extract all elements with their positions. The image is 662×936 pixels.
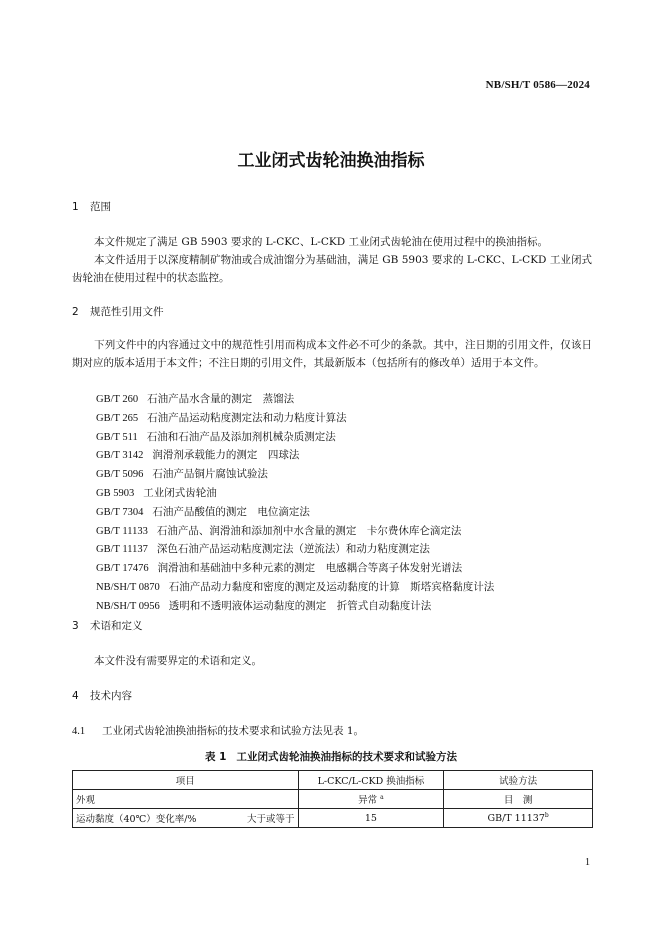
item-label: 运动黏度（40℃）变化率/% xyxy=(76,814,197,825)
section-heading-terms xyxy=(72,618,143,633)
reference-title: 石油和石油产品及添加剂机械杂质测定法 xyxy=(146,430,336,443)
value-text: 15 xyxy=(364,813,377,825)
section-heading-technical-content xyxy=(72,688,132,703)
reference-code: GB/T 3142 xyxy=(96,450,144,462)
reference-code: GB 5903 xyxy=(96,487,135,499)
reference-code: GB/T 7304 xyxy=(96,506,144,518)
row-method xyxy=(444,790,593,809)
reference-item xyxy=(96,484,494,503)
reference-title: 石油产品酸值的测定 电位滴定法 xyxy=(152,505,310,518)
reference-code: NB/SH/T 0870 xyxy=(96,581,160,593)
reference-code: GB/T 265 xyxy=(96,412,139,424)
row-value xyxy=(298,790,444,809)
paragraph-text: 本文件适用于以深度精制矿物油或合成油馏分为基础油，满足 GB 5903 要求的 L-CKC、L-CKD 工业闭式齿轮油在使用过程中的状态监控。 xyxy=(72,254,592,284)
reference-item xyxy=(96,446,494,465)
references-intro-paragraph xyxy=(72,336,592,372)
reference-item xyxy=(96,503,494,522)
section-title: 范围 xyxy=(90,201,111,213)
row-item xyxy=(73,790,299,809)
reference-code: NB/SH/T 0956 xyxy=(96,600,160,612)
standard-code: NB/SH/T 0586—2024 xyxy=(485,79,590,91)
section-title: 技术内容 xyxy=(90,690,132,702)
reference-item xyxy=(96,522,494,541)
reference-title: 石油产品运动粘度测定法和动力粘度计算法 xyxy=(147,411,347,424)
reference-title: 石油产品水含量的测定 蒸馏法 xyxy=(147,393,295,405)
scope-paragraph-2 xyxy=(72,251,592,287)
table-row xyxy=(73,809,593,828)
scope-paragraph-1 xyxy=(72,233,592,251)
method-text: 目 测 xyxy=(503,795,533,806)
reference-list xyxy=(96,390,494,616)
reference-title: 石油产品动力黏度和密度的测定及运动黏度的计算 斯塔宾格黏度计法 xyxy=(168,580,495,593)
spec-table xyxy=(72,770,593,828)
paragraph-text: 下列文件中的内容通过文中的规范性引用而构成本文件必不可少的条款。其中，注日期的引用文件，仅该日期对应的版本适用于本文件；不注日期的引用文件，其最新版本（包括所有的修改单）适用于本文件。 xyxy=(72,339,592,369)
reference-code: GB/T 5096 xyxy=(96,469,144,481)
table-number: 表 1 xyxy=(205,751,227,763)
reference-item xyxy=(96,409,494,428)
header-method: 试验方法 xyxy=(444,771,593,790)
paragraph-text: 本文件没有需要界定的术语和定义。 xyxy=(94,655,262,667)
reference-title: 石油产品铜片腐蚀试验法 xyxy=(152,468,268,481)
reference-code: GB/T 511 xyxy=(96,431,138,443)
table-title: 工业闭式齿轮油换油指标的技术要求和试验方法 xyxy=(236,751,457,763)
value-text: 异常 xyxy=(358,795,378,806)
item-label: 外观 xyxy=(76,795,96,806)
header-indicator: L-CKC/L-CKD 换油指标 xyxy=(298,771,444,790)
reference-code: GB/T 11133 xyxy=(96,525,148,537)
reference-code: GB/T 17476 xyxy=(96,563,149,575)
reference-item xyxy=(96,578,494,597)
clause-4-1 xyxy=(72,723,364,738)
reference-item xyxy=(96,559,494,578)
section-title: 规范性引用文件 xyxy=(90,306,164,318)
reference-title: 润滑剂承载能力的测定 四球法 xyxy=(152,449,300,462)
terms-paragraph xyxy=(72,652,592,670)
row-value xyxy=(298,809,444,828)
reference-item xyxy=(96,465,494,484)
footnote-mark: b xyxy=(544,811,549,819)
section-number: 2 xyxy=(72,306,79,318)
document-title: 工业闭式齿轮油换油指标 xyxy=(237,151,425,171)
reference-item xyxy=(96,390,494,409)
clause-number: 4.1 xyxy=(72,726,86,737)
paragraph-text: 本文件规定了满足 GB 5903 要求的 L-CKC、L-CKD 工业闭式齿轮油在使用过程中的换油指标。 xyxy=(94,236,548,248)
table-caption xyxy=(0,749,662,764)
reference-title: 工业闭式齿轮油 xyxy=(143,486,217,499)
reference-title: 石油产品、润滑油和添加剂中水含量的测定 卡尔费休库仑滴定法 xyxy=(156,524,462,537)
table-header-row xyxy=(73,771,593,790)
section-number: 4 xyxy=(72,690,79,702)
section-number: 3 xyxy=(72,620,79,632)
section-heading-normative-references xyxy=(72,304,164,319)
row-method xyxy=(444,809,593,828)
reference-title: 深色石油产品运动粘度测定法（逆流法）和动力粘度测定法 xyxy=(156,543,430,556)
reference-title: 润滑油和基础油中多种元素的测定 电感耦合等离子体发射光谱法 xyxy=(157,562,463,575)
reference-item xyxy=(96,540,494,559)
method-text: GB/T 11137 xyxy=(487,813,545,825)
reference-code: GB/T 260 xyxy=(96,394,139,405)
section-heading-scope xyxy=(72,199,111,214)
header-item: 项目 xyxy=(73,771,299,790)
reference-title: 透明和不透明液体运动黏度的测定 折管式自动黏度计法 xyxy=(168,599,432,612)
page-number: 1 xyxy=(585,857,590,868)
footnote-mark: a xyxy=(380,793,384,801)
item-condition: 大于或等于 xyxy=(247,814,295,825)
reference-code: GB/T 11137 xyxy=(96,544,148,556)
section-title: 术语和定义 xyxy=(90,620,143,632)
reference-item xyxy=(96,597,494,616)
table-row xyxy=(73,790,593,809)
section-number: 1 xyxy=(72,201,79,213)
reference-item xyxy=(96,428,494,447)
clause-text: 工业闭式齿轮油换油指标的技术要求和试验方法见表 1。 xyxy=(102,725,365,737)
row-item xyxy=(73,809,299,828)
